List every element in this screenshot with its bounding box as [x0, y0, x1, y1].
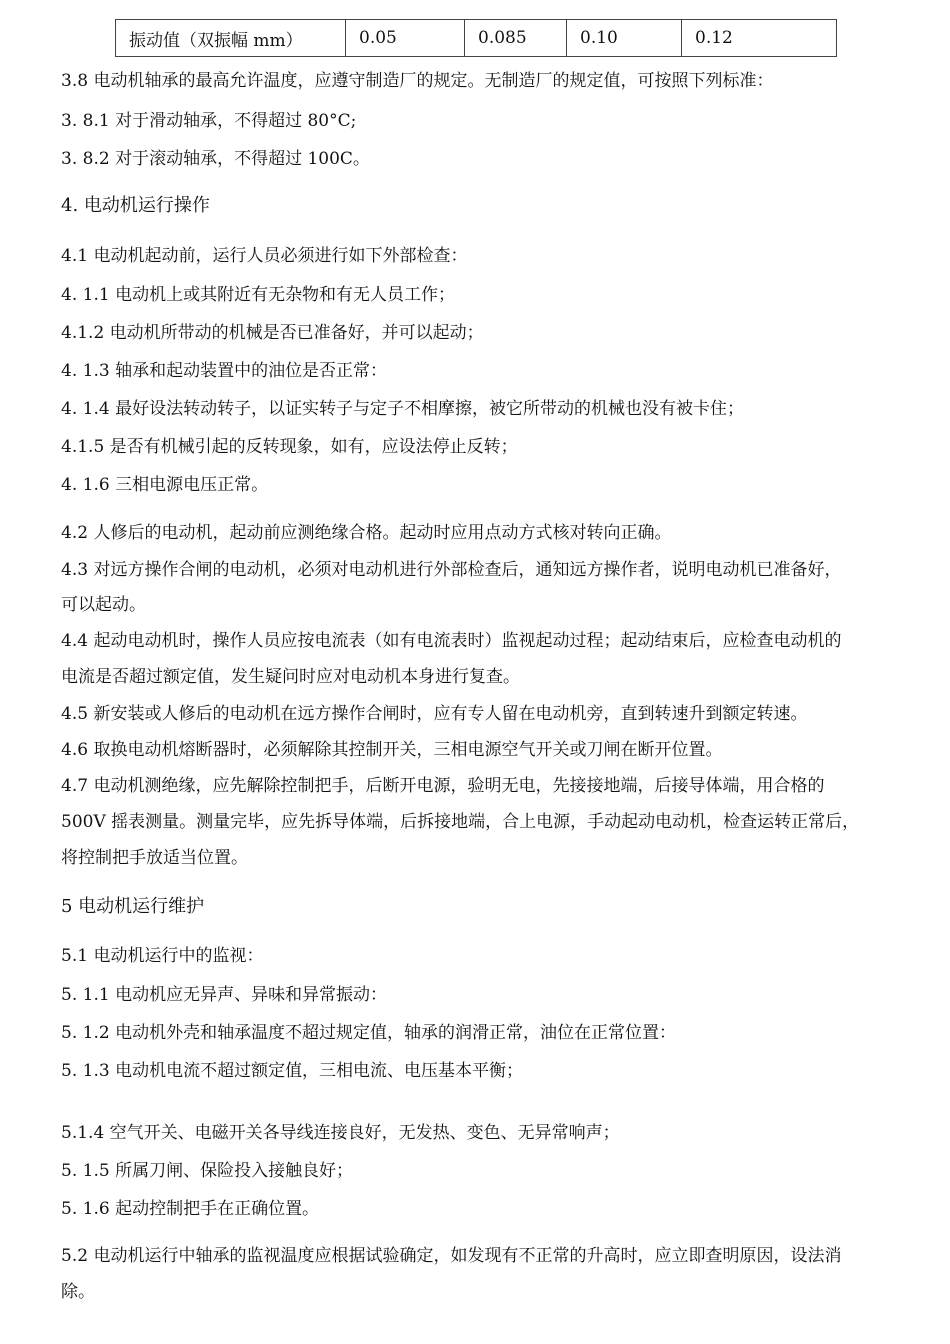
paragraph-line: 5.2 电动机运行中轴承的监视温度应根据试验确定，如发现有不正常的升高时，应立即查明原因，设法消 [61, 1246, 842, 1266]
table-cell-value: 0.085 [465, 20, 567, 57]
paragraph-line: 4.1 电动机起动前，运行人员必须进行如下外部检查： [61, 246, 468, 266]
section-heading: 4. 电动机运行操作 [61, 195, 210, 216]
paragraph-line: 4.5 新安装或人修后的电动机在远方操作合闸时，应有专人留在电动机旁，直到转速升到额定转速。 [61, 704, 808, 724]
paragraph-line: 3.8 电动机轴承的最高允许温度，应遵守制造厂的规定。无制造厂的规定值，可按照下列标准： [61, 71, 774, 91]
paragraph-line: 4.6 取换电动机熔断器时，必须解除其控制开关，三相电源空气开关或刀闸在断开位置。 [61, 740, 723, 760]
paragraph-line: 4.3 对远方操作合闸的电动机，必须对电动机进行外部检查后，通知远方操作者，说明电动机已准备好， [61, 560, 842, 580]
paragraph-line: 将控制把手放适当位置。 [61, 848, 248, 868]
paragraph-line: 4. 1.6 三相电源电压正常。 [61, 475, 269, 495]
paragraph-line: 5.1 电动机运行中的监视： [61, 946, 264, 966]
paragraph-line: 4.1.2 电动机所带动的机械是否已准备好，并可以起动； [61, 323, 484, 343]
paragraph-line: 3. 8.2 对于滚动轴承，不得超过 100C。 [61, 149, 370, 169]
vibration-table [115, 19, 837, 57]
paragraph-line: 可以起动。 [61, 595, 146, 615]
paragraph-line: 4. 1.4 最好设法转动转子，以证实转子与定子不相摩擦，被它所带动的机械也没有被卡住； [61, 399, 745, 419]
paragraph-line: 除。 [61, 1282, 95, 1302]
table-cell-label: 振动值（双振幅 mm） [116, 20, 346, 57]
paragraph-line: 5. 1.1 电动机应无异声、异味和异常振动： [61, 985, 388, 1005]
paragraph-line: 5. 1.6 起动控制把手在正确位置。 [61, 1199, 320, 1219]
paragraph-line: 5. 1.3 电动机电流不超过额定值，三相电流、电压基本平衡； [61, 1061, 524, 1081]
paragraph-line: 3. 8.1 对于滑动轴承，不得超过 80°C; [61, 111, 357, 131]
paragraph-line: 4.2 人修后的电动机，起动前应测绝缘合格。起动时应用点动方式核对转向正确。 [61, 523, 672, 543]
table-row [116, 20, 837, 57]
paragraph-line: 500V 摇表测量。测量完毕，应先拆导体端，后拆接地端，合上电源，手动起动电动机，检查运转正常后， [61, 812, 860, 832]
paragraph-line: 电流是否超过额定值，发生疑问时应对电动机本身进行复查。 [61, 667, 520, 687]
table-cell-value: 0.12 [682, 20, 837, 57]
paragraph-line: 4.1.5 是否有机械引起的反转现象，如有，应设法停止反转； [61, 437, 518, 457]
table-cell-value: 0.10 [567, 20, 682, 57]
paragraph-line: 5. 1.2 电动机外壳和轴承温度不超过规定值，轴承的润滑正常，油位在正常位置： [61, 1023, 677, 1043]
section-heading: 5 电动机运行维护 [61, 896, 205, 917]
paragraph-line: 4.7 电动机测绝缘，应先解除控制把手，后断开电源，验明无电，先接接地端，后接导体端，用合格的 [61, 776, 825, 796]
paragraph-line: 4.4 起动电动机时，操作人员应按电流表（如有电流表时）监视起动过程；起动结束后，应检查电动机的 [61, 631, 842, 651]
paragraph-line: 5.1.4 空气开关、电磁开关各导线连接良好，无发热、变色、无异常响声； [61, 1123, 620, 1143]
table-cell-value: 0.05 [346, 20, 465, 57]
paragraph-line: 4. 1.3 轴承和起动装置中的油位是否正常： [61, 361, 388, 381]
paragraph-line: 4. 1.1 电动机上或其附近有无杂物和有无人员工作； [61, 285, 456, 305]
paragraph-line: 5. 1.5 所属刀闸、保险投入接触良好； [61, 1161, 354, 1181]
